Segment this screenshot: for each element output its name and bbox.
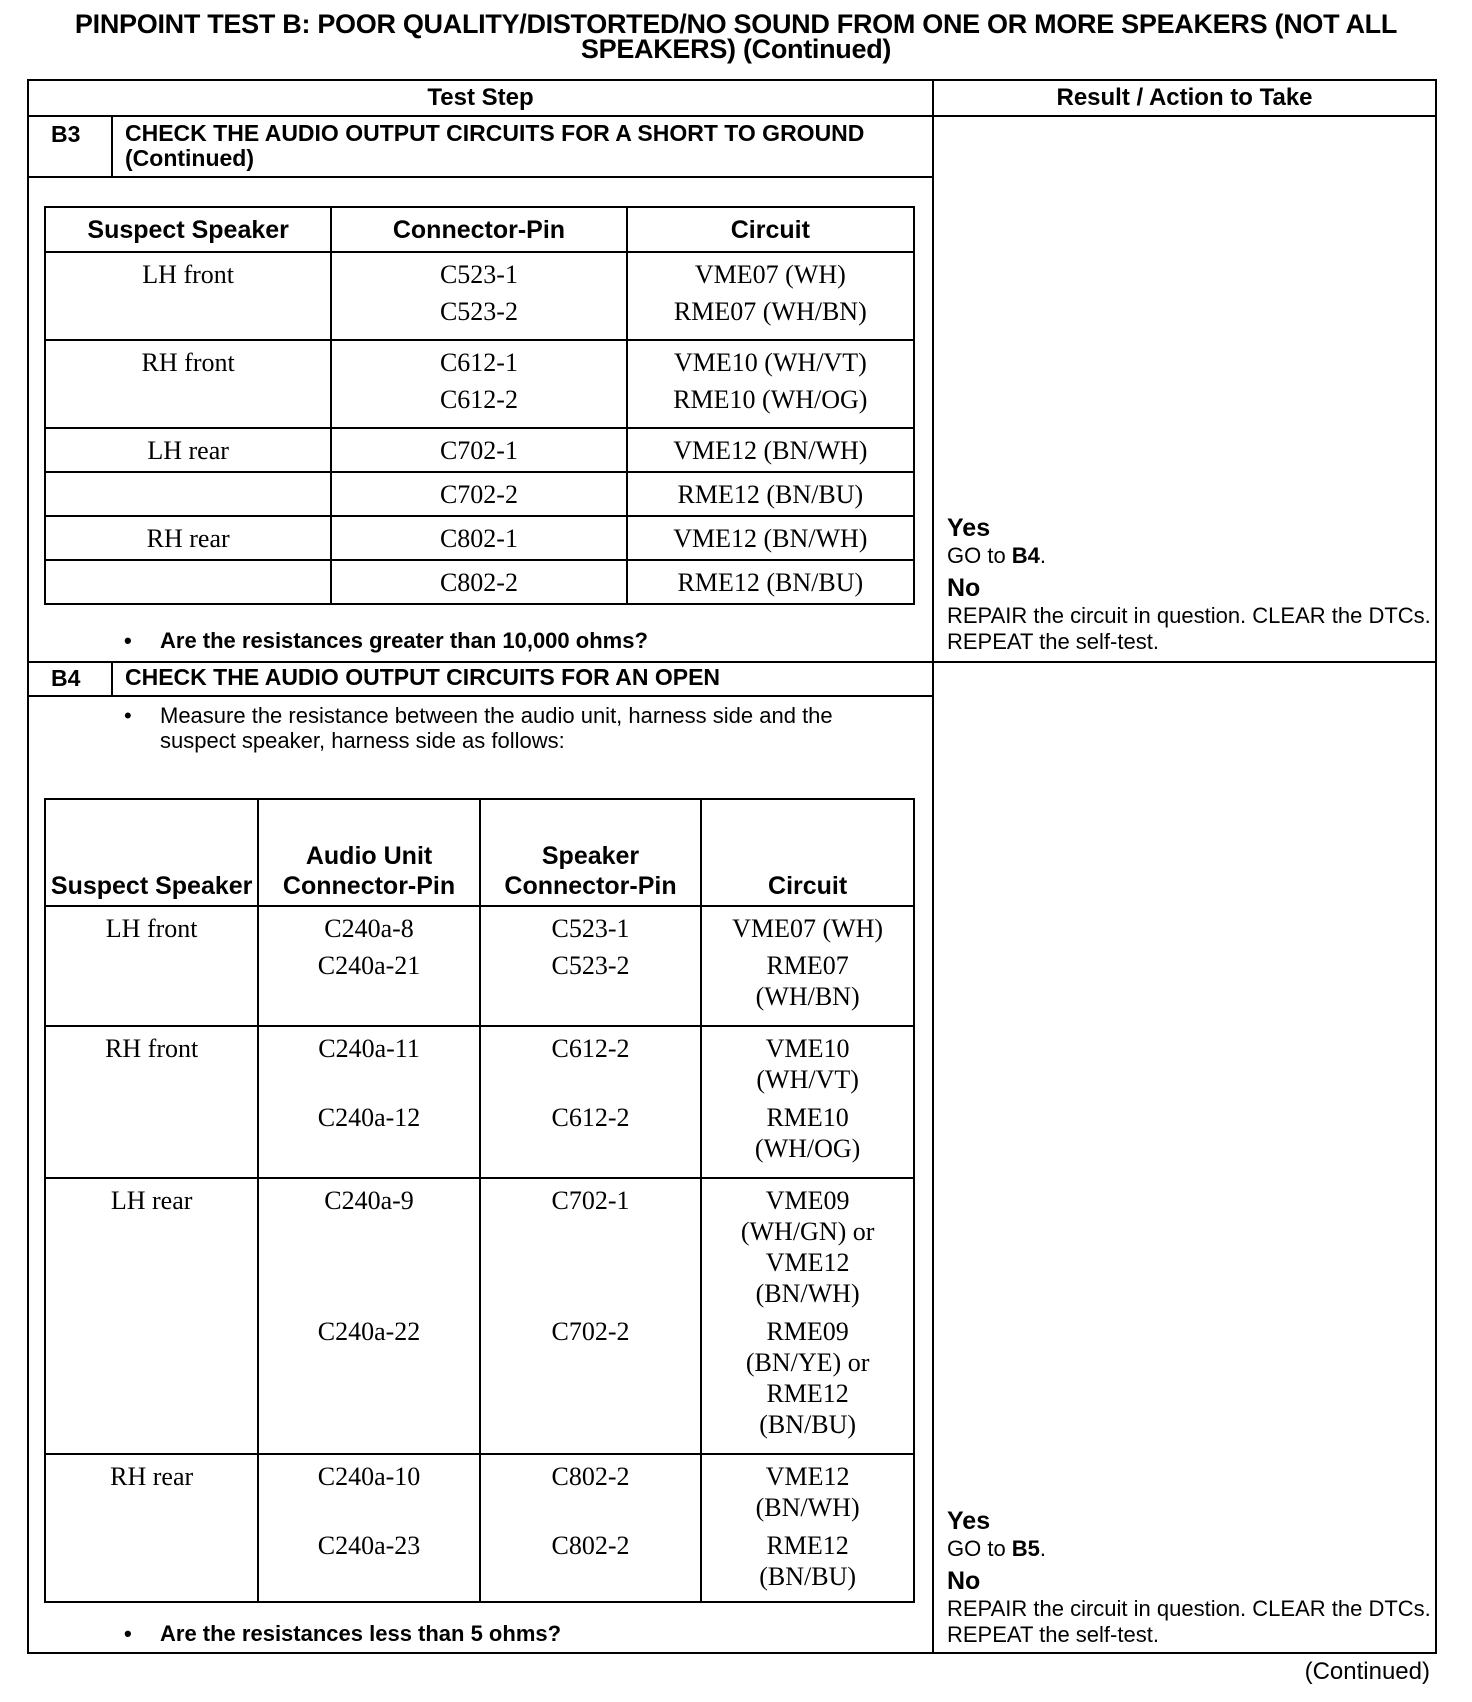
table-row: RH front C612-1 VME10 (WH/VT) <box>45 340 914 384</box>
table-row: LH front C240a-8 C523-1 VME07 (WH) <box>45 906 914 950</box>
table-row: C240a-12 C612-2 RME10 (WH/OG) <box>45 1102 914 1178</box>
b4-col-circuit: Circuit <box>701 799 914 906</box>
b3-yes-label: Yes <box>947 514 991 542</box>
table-row: C523-2 RME07 (WH/BN) <box>45 296 914 340</box>
b4-result <box>947 1506 1447 1648</box>
table-row: C240a-21 C523-2 RME07 (WH/BN) <box>45 950 914 1026</box>
b3-yes-target: B4 <box>1011 543 1040 568</box>
b4-col-suspect-speaker: Suspect Speaker <box>45 799 258 906</box>
table-row: RH rear C240a-10 C802-2 VME12 (BN/WH) <box>45 1454 914 1530</box>
table-row: C802-2 RME12 (BN/BU) <box>45 560 914 604</box>
table-row: RH front C240a-11 C612-2 VME10 (WH/VT) <box>45 1026 914 1102</box>
b4-no-label: No <box>947 1567 981 1595</box>
b4-col-speaker-pin: Speaker Connector-Pin <box>480 799 701 906</box>
b4-title-divider <box>29 695 932 697</box>
table-row: LH rear C702-1 VME12 (BN/WH) <box>45 428 914 472</box>
b4-id-divider <box>111 661 113 695</box>
b4-step-title: CHECK THE AUDIO OUTPUT CIRCUITS FOR AN OPEN <box>125 664 721 690</box>
b3-col-connector-pin: Connector-Pin <box>331 207 626 252</box>
header-result: Result / Action to Take <box>932 81 1437 117</box>
bullet-icon: • <box>124 1621 132 1646</box>
bullet-icon: • <box>124 703 132 728</box>
b3-col-suspect-speaker: Suspect Speaker <box>45 207 331 252</box>
b3-connector-table <box>44 206 915 605</box>
table-row: LH rear C240a-9 C702-1 VME09 (WH/GN) or VME12 (BN/WH) <box>45 1178 914 1316</box>
table-row: LH front C523-1 VME07 (WH) <box>45 252 914 296</box>
b3-col-circuit: Circuit <box>627 207 914 252</box>
b4-no-action: REPAIR the circuit in question. CLEAR the DTCs. REPEAT the self-test. <box>947 1596 1431 1647</box>
header-test-step: Test Step <box>29 81 932 117</box>
table-row: C240a-23 C802-2 RME12 (BN/BU) <box>45 1530 914 1602</box>
table-row: C612-2 RME10 (WH/OG) <box>45 384 914 428</box>
pinpoint-test-table: Test Step Result / Action to Take B3 CHECK THE AUDIO OUTPUT CIRCUITS FOR A SHORT TO GROUND (Continued) Suspect Speaker Connector-Pin Circuit LH front C523-1 VME07 (WH) C523-2 RME07 (WH/BN) RH front C612-1 VME10 (WH/VT) C612-2 RME10 (WH/OG) LH rear C702-1 VME12 (BN/WH) C702-2 RME12 (BN/BU) RH rear C802-1 VME12 (BN/WH) C802-2 RME12 (BN/BU) • Are the resistances greater than 10,000 ohms? Yes GO to B4. No REPAIR the circuit in question. CLEAR the DTCs. REPEAT the self-test. B4 CHECK THE AUDIO OUTPUT CIRCUITS FOR AN OPEN • Measure the resistance between the audio unit, harness side and the suspect speaker, harness side as follows: Suspect Speaker Audio Unit Connector-Pin Speaker Connector-Pin Circuit LH front C240a-8 C523-1 VME07 (WH) C240a-21 C523-2 RME07 (WH/BN) RH front C240a-11 C612-2 VME10 (WH/VT) C240a-12 C612-2 RME10 (WH/OG) LH rear C240a-9 C702-1 VME09 (WH/GN) or VME12 (BN/WH) C240a-22 C702-2 RME09 (BN/YE) or RME12 (BN/BU) RH rear C240a-10 C802-2 VME12 (BN/WH) C240a-23 C802-2 RME12 (BN/BU) • Are the resistances less than 5 ohms? Yes GO to B5. No REPAIR the circuit in question. CLEAR the DTCs. REPEAT the self-test. <box>27 79 1437 1654</box>
page-title: PINPOINT TEST B: POOR QUALITY/DISTORTED/NO SOUND FROM ONE OR MORE SPEAKERS (NOT ALL SPEAKERS) (Continued) <box>74 9 1398 64</box>
b3-title-divider <box>29 176 932 178</box>
b4-connector-table <box>44 798 915 1603</box>
b4-step-id: B4 <box>51 665 81 691</box>
table-row: C702-2 RME12 (BN/BU) <box>45 472 914 516</box>
bullet-icon: • <box>124 628 132 653</box>
b4-yes-action: GO to B5. <box>947 1536 1047 1561</box>
b3-step-title: CHECK THE AUDIO OUTPUT CIRCUITS FOR A SHORT TO GROUND (Continued) <box>125 120 865 171</box>
b3-yes-action: GO to B4. <box>947 543 1047 568</box>
b3-id-divider <box>111 117 113 177</box>
step-divider <box>29 661 1435 663</box>
b4-yes-label: Yes <box>947 1507 991 1535</box>
b3-no-label: No <box>947 574 981 602</box>
b4-col-audio-unit-pin: Audio Unit Connector-Pin <box>258 799 479 906</box>
continued-note: (Continued) <box>1304 1658 1430 1685</box>
table-row: C240a-22 C702-2 RME09 (BN/YE) or RME12 (BN/BU) <box>45 1316 914 1454</box>
b3-step-id: B3 <box>51 121 81 147</box>
column-divider <box>932 81 934 1652</box>
b3-result <box>947 513 1447 655</box>
b3-no-action: REPAIR the circuit in question. CLEAR the DTCs. REPEAT the self-test. <box>947 603 1431 654</box>
b4-yes-target: B5 <box>1011 1536 1040 1561</box>
table-row: RH rear C802-1 VME12 (BN/WH) <box>45 516 914 560</box>
